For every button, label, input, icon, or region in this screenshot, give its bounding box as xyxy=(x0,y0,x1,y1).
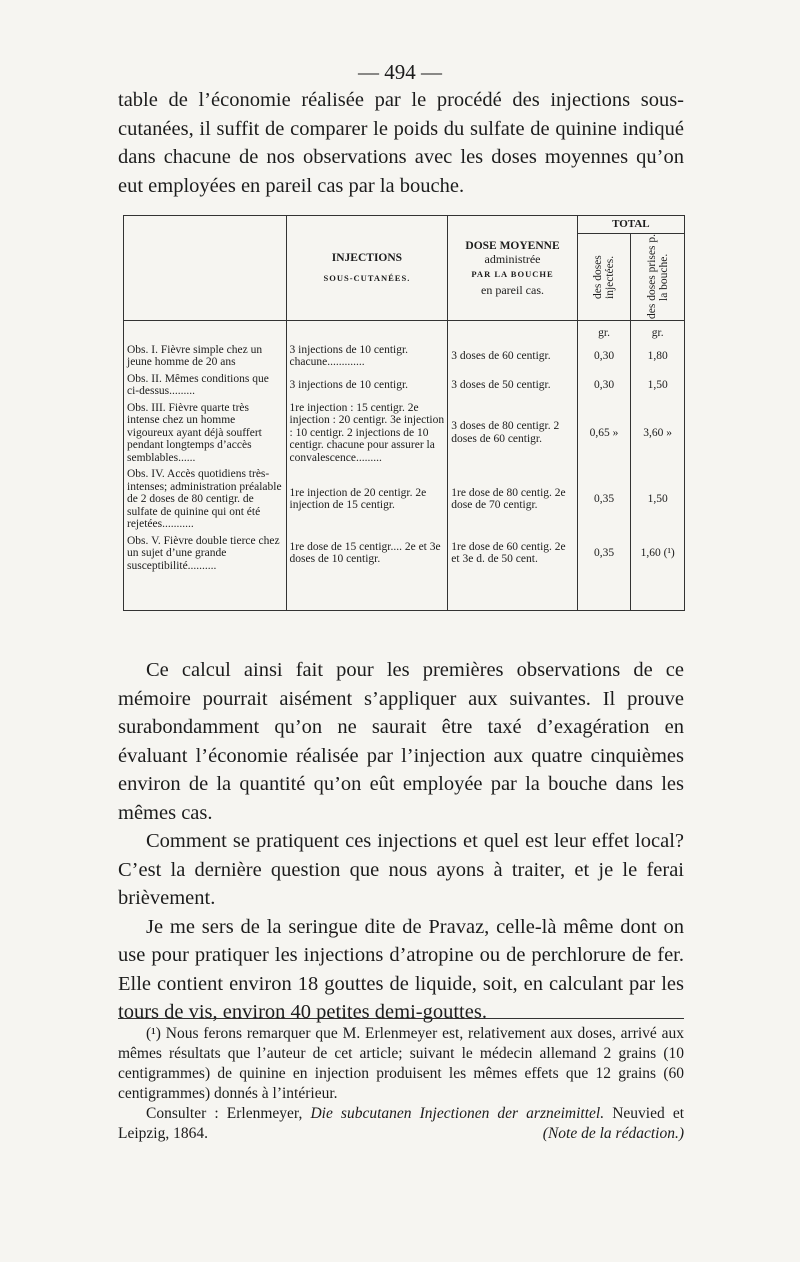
injection-cell: 1re dose de 15 centigr.... 2e et 3e doses de 10 centigr. xyxy=(286,533,448,575)
total-bouche-cell: 3,60 » xyxy=(631,400,685,467)
total-inj-cell: 0,65 » xyxy=(577,400,631,467)
footnote-text: (¹) Nous ferons remarquer que M. Erlenmeyer est, relativement aux doses, arrivé aux mêmes résultats que l’auteur de cet article; suivant le médecin allemand 2 grains (10 centigrammes) de quinine en injection produisent les mêmes effets que 12 grains (60 centigrammes) donnés à l’intérieur. xyxy=(118,1025,684,1102)
header-injections-main: INJECTIONS xyxy=(331,251,403,264)
total-bouche-cell: 1,60 (¹) xyxy=(631,533,685,575)
footnote-consult-prefix: Consulter : Erlenmeyer, xyxy=(146,1105,303,1122)
paragraph-seringue: Je me sers de la seringue dite de Pravaz, celle-là même dont on use pour pratiquer les injections d’atropine ou de perchlorure de fer. Elle contient environ 18 gouttes de liquide, soit, en calculant par les tours de vis, environ 40 petites demi-gouttes. xyxy=(118,915,684,1023)
table-row xyxy=(124,342,685,371)
footnote-divider xyxy=(118,1018,684,1019)
dose-cell: 3 doses de 50 centigr. xyxy=(448,371,577,400)
header-total-bouche: des doses prises p. la bouche. xyxy=(645,234,670,319)
header-dose-line4: en pareil cas. xyxy=(481,282,544,297)
header-observation xyxy=(124,216,287,321)
total-inj-cell: 0,35 xyxy=(577,466,631,533)
dose-cell: 3 doses de 80 centigr. 2 doses de 60 centigr. xyxy=(448,400,577,467)
table-row xyxy=(124,533,685,575)
header-dose xyxy=(448,216,577,321)
injection-cell: 3 injections de 10 centigr. xyxy=(286,371,448,400)
obs-cell: Obs. IV. Accès quotidiens très-intenses; administration préalable de 2 doses de 80 centigr. de sulfate de quinine qui ont été rejetées........... xyxy=(124,466,287,533)
footnote-consult xyxy=(118,1104,684,1144)
dose-cell: 1re dose de 60 centig. 2e et 3e d. de 50 cent. xyxy=(448,533,577,575)
total-inj-cell: 0,35 xyxy=(577,533,631,575)
intro-paragraph xyxy=(118,86,684,200)
header-injections xyxy=(286,216,448,321)
obs-cell: Obs. I. Fièvre simple chez un jeune homme de 20 ans xyxy=(124,342,287,371)
injection-cell: 3 injections de 10 centigr. chacune............. xyxy=(286,342,448,371)
unit-row xyxy=(124,321,685,342)
injection-cell: 1re injection de 20 centigr. 2e injection de 15 centigr. xyxy=(286,466,448,533)
footnote xyxy=(118,1024,684,1144)
header-total-label: TOTAL xyxy=(578,216,684,234)
table-row xyxy=(124,371,685,400)
footnote-editor-note: (Note de la rédaction.) xyxy=(542,1125,684,1142)
injection-cell: 1re injection : 15 centigr. 2e injection : 20 centigr. 3e injection : 10 centigr. 2 injections de 10 centigr. chacune pour assurer la convalescence......... xyxy=(286,400,448,467)
intro-text: table de l’économie réalisée par le procédé des injections sous-cutanées, il suffit de comparer le poids du sulfate de quinine indiqué dans chacune de nos observations avec les doses moyennes qu’on eut employées en pareil cas par la bouche. xyxy=(118,89,684,197)
dose-cell: 1re dose de 80 centig. 2e dose de 70 centigr. xyxy=(448,466,577,533)
table-row xyxy=(124,466,685,533)
footnote-consult-suffix: Neuvied et Leipzig, 1864. xyxy=(118,1105,685,1142)
page-number: — 494 — xyxy=(358,60,442,84)
obs-cell: Obs. V. Fièvre double tierce chez un sujet d’une grande susceptibilité.......... xyxy=(124,533,287,575)
body-text xyxy=(118,656,684,1027)
obs-cell: Obs. II. Mêmes conditions que ci-dessus......... xyxy=(124,371,287,400)
table-row xyxy=(124,400,685,467)
header-total xyxy=(577,216,684,321)
total-bouche-cell: 1,80 xyxy=(631,342,685,371)
unit-inj: gr. xyxy=(577,321,631,342)
total-inj-cell: 0,30 xyxy=(577,371,631,400)
total-bouche-cell: 1,50 xyxy=(631,371,685,400)
obs-cell: Obs. III. Fièvre quarte très intense chez un homme vigoureux ayant déjà souffert pendant longtemps d’accès semblables...... xyxy=(124,400,287,467)
header-dose-main: DOSE MOYENNE xyxy=(465,240,560,252)
header-total-inj-cell xyxy=(578,234,632,320)
table-bottom-row xyxy=(124,574,685,611)
unit-bouche: gr. xyxy=(631,321,685,342)
footnote-consult-title: Die subcutanen Injectionen der arzneimittel. xyxy=(310,1105,605,1122)
header-dose-line2: administrée xyxy=(484,251,541,266)
total-inj-cell: 0,30 xyxy=(577,342,631,371)
dose-cell: 3 doses de 60 centigr. xyxy=(448,342,577,371)
total-bouche-cell: 1,50 xyxy=(631,466,685,533)
paragraph-comment: Comment se pratiquent ces injections et quel est leur effet local? C’est la dernière question que nous ayons à traiter, et je le ferai brièvement. xyxy=(118,830,684,909)
paragraph-calcul: Ce calcul ainsi fait pour les premières observations de ce mémoire pourrait aisément s’appliquer aux suivantes. Il prouve surabondamment qu’on ne saurait être taxé d’exagération en évaluant l’économie réalisée par l’injection aux quatre cinquièmes environ de la quantité qu’on eût employée par la bouche dans les mêmes cas. xyxy=(118,659,684,824)
header-total-bouche-cell xyxy=(631,234,684,320)
observations-table xyxy=(123,215,685,611)
header-dose-line3: PAR LA BOUCHE xyxy=(471,269,554,279)
header-injections-sub: SOUS-CUTANÉES. xyxy=(323,273,411,283)
header-total-inj: des doses injectées. xyxy=(592,254,617,299)
